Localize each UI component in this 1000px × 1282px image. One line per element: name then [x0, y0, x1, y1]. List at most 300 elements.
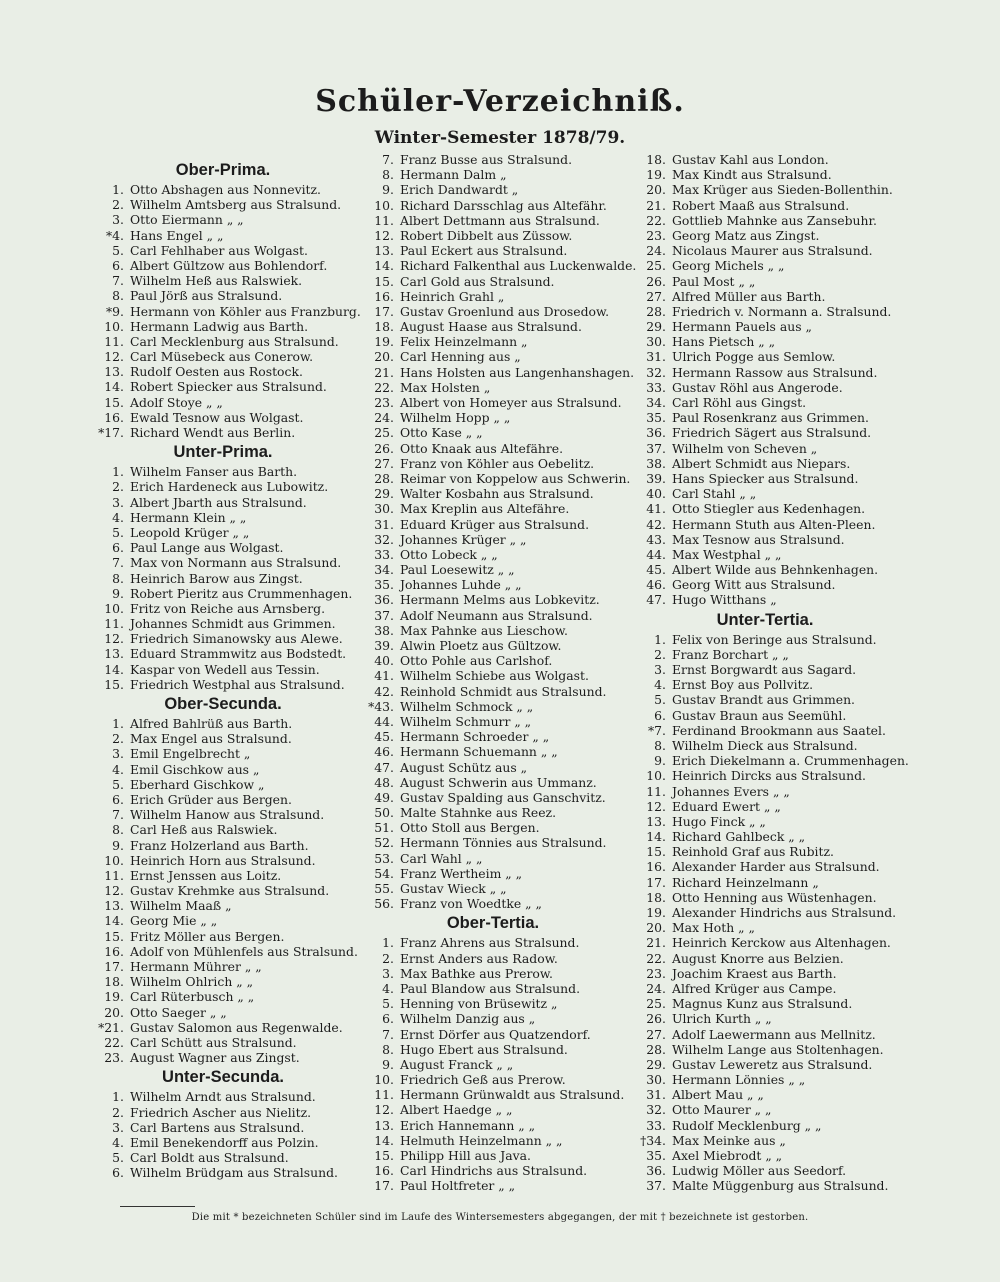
footnote: Die mit * bezeichneten Schüler sind im Laufe des Wintersemesters abgegangen, der mit † bezeichnete ist gestorben. — [191, 1212, 809, 1223]
entry-number: 16. — [374, 288, 394, 304]
entry-number: *7. — [647, 722, 666, 738]
student-name: Heinrich Dircks aus Stralsund. — [672, 768, 866, 784]
student-name: Eduard Krüger aus Stralsund. — [400, 516, 590, 532]
student-entry — [98, 410, 378, 425]
student-entry — [368, 775, 648, 790]
entry-number: 3. — [112, 212, 124, 228]
student-entry — [98, 883, 378, 898]
student-name: Hermann Ladwig aus Barth. — [130, 318, 309, 334]
student-name: Friedrich Geß aus Prerow. — [400, 1072, 566, 1088]
student-entry — [640, 981, 920, 996]
student-name: Otto Stiegler aus Kedenhagen. — [672, 501, 866, 517]
entry-number: 24. — [646, 243, 666, 259]
student-name: Gustav Salomon aus Regenwalde. — [130, 1019, 343, 1035]
student-entry — [368, 699, 648, 714]
entry-number: 8. — [112, 570, 124, 586]
student-entry — [98, 662, 378, 677]
student-name: Friedrich v. Normann a. Stralsund. — [672, 303, 892, 319]
student-entry — [368, 881, 648, 896]
student-entry — [640, 410, 920, 425]
student-entry — [368, 592, 648, 607]
entry-number: 8. — [112, 288, 124, 304]
entry-number: 31. — [646, 1087, 666, 1103]
student-name: Carl Boldt aus Stralsund. — [130, 1150, 289, 1166]
entry-number: 3. — [382, 965, 394, 981]
entry-number: 45. — [374, 729, 394, 745]
student-name: Carl Hindrichs aus Stralsund. — [400, 1163, 588, 1179]
student-name: Carl Müsebeck aus Conerow. — [130, 349, 314, 365]
entry-number: 21. — [646, 197, 666, 213]
entry-number: 13. — [104, 364, 124, 380]
student-name: Ulrich Kurth „ „ — [672, 1011, 772, 1027]
student-name: Friedrich Westphal aus Stralsund. — [130, 676, 345, 692]
student-entry — [368, 441, 648, 456]
entry-number: †34. — [640, 1132, 666, 1148]
student-name: Otto Kase „ „ — [400, 425, 483, 441]
student-name: Gustav Spalding aus Ganschvitz. — [400, 789, 606, 805]
entry-number: 56. — [374, 896, 394, 912]
entry-number: 4. — [112, 509, 124, 525]
student-name: Gustav Brandt aus Grimmen. — [672, 692, 855, 708]
student-entry — [640, 753, 920, 768]
student-entry — [98, 571, 378, 586]
student-name: Otto Abshagen aus Nonnevitz. — [130, 182, 321, 197]
student-entry — [368, 1102, 648, 1117]
student-entry — [640, 441, 920, 456]
student-name: Wilhelm Ohlrich „ „ — [130, 974, 254, 990]
student-name: Albert Jbarth aus Stralsund. — [130, 494, 307, 510]
student-name: Gustav Leweretz aus Stralsund. — [672, 1056, 873, 1072]
student-entry — [640, 708, 920, 723]
student-entry — [98, 746, 378, 761]
student-entry — [368, 152, 648, 167]
entry-number: 33. — [646, 1117, 666, 1133]
student-entry — [640, 905, 920, 920]
student-name: Carl Heß aus Ralswiek. — [130, 822, 278, 838]
student-entry — [98, 646, 378, 661]
student-entry — [368, 1178, 648, 1193]
student-name: Richard Darsschlag aus Altefähr. — [400, 197, 607, 213]
student-entry — [368, 790, 648, 805]
student-entry — [640, 935, 920, 950]
student-name: Max Bathke aus Prerow. — [400, 965, 553, 981]
entry-number: 9. — [654, 753, 666, 769]
student-name: Ferdinand Brookmann aus Saatel. — [672, 722, 886, 738]
entry-number: 2. — [112, 1104, 124, 1120]
section-heading: Ober-Tertia. — [446, 914, 540, 933]
entry-number: *4. — [105, 227, 124, 243]
student-name: Henning von Brüsewitz „ — [400, 996, 558, 1012]
entry-number: 18. — [374, 319, 394, 335]
student-entry — [640, 274, 920, 289]
entry-number: 36. — [646, 425, 666, 441]
student-entry — [640, 243, 920, 258]
student-name: Wilhelm Hopp „ „ — [400, 410, 511, 426]
entry-number: 16. — [104, 943, 124, 959]
student-name: Albert Mau „ „ — [672, 1087, 764, 1103]
student-name: Richard Falkenthal aus Luckenwalde. — [400, 258, 637, 274]
entry-number: 10. — [646, 768, 666, 784]
student-entry — [640, 890, 920, 905]
student-name: Fritz Möller aus Bergen. — [130, 928, 285, 944]
student-name: Hermann Pauels aus „ — [672, 319, 812, 335]
student-name: Friedrich Simanowsky aus Alewe. — [130, 631, 343, 647]
student-name: Felix von Beringe aus Stralsund. — [672, 631, 877, 647]
student-entry — [368, 380, 648, 395]
student-entry — [640, 471, 920, 486]
student-entry — [368, 744, 648, 759]
student-name: Carl Gold aus Stralsund. — [400, 273, 555, 289]
entry-number: 8. — [654, 737, 666, 753]
entry-number: 22. — [104, 1034, 124, 1050]
student-name: Wilhelm von Scheven „ — [672, 440, 818, 456]
entry-number: 29. — [646, 1056, 666, 1072]
student-entry — [368, 228, 648, 243]
entry-number: 27. — [374, 455, 394, 471]
student-name: Adolf Stoye „ „ — [130, 394, 223, 410]
student-entry — [640, 1178, 920, 1193]
student-name: Hans Pietsch „ „ — [672, 334, 776, 350]
student-name: Georg Witt aus Stralsund. — [672, 577, 836, 593]
student-name: Ewald Tesnow aus Wolgast. — [130, 409, 304, 425]
student-entry — [368, 760, 648, 775]
entry-number: 41. — [374, 668, 394, 684]
entry-number: 40. — [374, 653, 394, 669]
student-name: Friedrich Ascher aus Nielitz. — [130, 1104, 312, 1120]
student-entry — [368, 167, 648, 182]
student-entry — [98, 395, 378, 410]
student-entry — [368, 684, 648, 699]
student-entry — [98, 959, 378, 974]
entry-number: 1. — [112, 716, 124, 731]
student-entry — [640, 1087, 920, 1102]
entry-number: 14. — [104, 379, 124, 395]
student-name: Paul Loesewitz „ „ — [400, 562, 515, 578]
entry-number: 53. — [374, 850, 394, 866]
student-entry — [368, 1027, 648, 1042]
student-entry — [98, 258, 378, 273]
student-list — [368, 152, 648, 911]
student-name: Albert von Homeyer aus Stralsund. — [400, 395, 622, 410]
entry-number: 28. — [646, 303, 666, 319]
entry-number: 10. — [104, 318, 124, 334]
student-entry — [640, 1102, 920, 1117]
entry-number: 42. — [646, 516, 666, 532]
entry-number: 22. — [374, 379, 394, 395]
student-entry — [98, 1035, 378, 1050]
student-name: Wilhelm Lange aus Stoltenhagen. — [672, 1041, 884, 1057]
student-entry — [640, 1011, 920, 1026]
student-entry — [640, 662, 920, 677]
student-name: Carl Henning aus „ — [400, 349, 521, 365]
entry-number: 4. — [112, 761, 124, 777]
student-entry — [640, 547, 920, 562]
student-list — [98, 1089, 378, 1180]
student-name: Emil Benekendorff aus Polzin. — [130, 1134, 319, 1150]
student-entry — [98, 731, 378, 746]
column-2 — [368, 152, 648, 1194]
entry-number: 12. — [374, 227, 394, 243]
student-entry — [368, 425, 648, 440]
entry-number: 23. — [104, 1050, 124, 1066]
student-name: Wilhelm Dieck aus Stralsund. — [672, 737, 858, 753]
student-name: Walter Kosbahn aus Stralsund. — [400, 486, 594, 502]
student-name: Hermann Schuemann „ „ — [400, 744, 558, 760]
student-name: Hans Engel „ „ — [130, 227, 224, 243]
student-name: Johannes Luhde „ „ — [400, 577, 522, 593]
entry-number: 17. — [374, 303, 394, 319]
student-entry — [640, 632, 920, 647]
student-entry — [640, 167, 920, 182]
student-entry — [98, 273, 378, 288]
student-entry — [368, 274, 648, 289]
entry-number: 14. — [646, 829, 666, 845]
student-entry — [368, 1057, 648, 1072]
student-entry — [368, 805, 648, 820]
student-name: Otto Henning aus Wüstenhagen. — [672, 889, 877, 905]
student-name: Max Kindt aus Stralsund. — [672, 167, 832, 183]
student-name: Gustav Braun aus Seemühl. — [672, 707, 847, 723]
student-name: Max Krüger aus Sieden-Bollenthin. — [672, 182, 893, 198]
entry-number: 11. — [374, 212, 394, 228]
entry-number: 22. — [646, 212, 666, 228]
entry-number: 13. — [374, 243, 394, 259]
student-entry — [640, 592, 920, 607]
student-name: Hans Holsten aus Langenhanshagen. — [400, 364, 635, 380]
student-name: Hermann Klein „ „ — [130, 509, 247, 525]
student-entry — [98, 197, 378, 212]
student-name: Johannes Schmidt aus Grimmen. — [130, 616, 336, 632]
entry-number: 9. — [112, 837, 124, 853]
entry-number: 46. — [374, 744, 394, 760]
student-entry — [368, 304, 648, 319]
student-entry — [368, 729, 648, 744]
entry-number: 1. — [382, 935, 394, 951]
student-name: Albert Wilde aus Behnkenhagen. — [672, 562, 879, 578]
student-entry — [640, 456, 920, 471]
student-name: Alexander Hindrichs aus Stralsund. — [672, 905, 897, 920]
student-entry — [98, 1120, 378, 1135]
entry-number: 8. — [382, 1041, 394, 1057]
student-name: Nicolaus Maurer aus Stralsund. — [672, 243, 873, 259]
student-entry — [98, 853, 378, 868]
student-entry — [640, 692, 920, 707]
entry-number: 30. — [646, 334, 666, 350]
entry-number: 5. — [112, 524, 124, 540]
student-entry — [98, 1165, 378, 1180]
entry-number: 41. — [646, 501, 666, 517]
student-entry — [640, 951, 920, 966]
student-name: Magnus Kunz aus Stralsund. — [672, 996, 853, 1012]
student-entry — [640, 1163, 920, 1178]
entry-number: 44. — [646, 546, 666, 562]
entry-number: 9. — [382, 1056, 394, 1072]
section-heading: Ober-Prima. — [175, 161, 271, 179]
student-name: Emil Engelbrecht „ — [130, 746, 251, 762]
entry-number: 2. — [382, 950, 394, 966]
student-entry — [640, 677, 920, 692]
entry-number: 2. — [654, 646, 666, 662]
student-entry — [640, 304, 920, 319]
entry-number: 17. — [646, 874, 666, 890]
student-entry — [98, 807, 378, 822]
entry-number: 9. — [382, 182, 394, 198]
student-name: Max Pahnke aus Lieschow. — [400, 622, 568, 638]
entry-number: 1. — [654, 631, 666, 647]
student-name: Carl Röhl aus Gingst. — [672, 395, 807, 410]
student-name: Malte Müggenburg aus Stralsund. — [672, 1178, 889, 1194]
student-entry — [98, 944, 378, 959]
student-entry — [368, 638, 648, 653]
student-entry — [368, 1011, 648, 1026]
student-entry — [368, 486, 648, 501]
entry-number: 51. — [374, 820, 394, 836]
student-name: Carl Bartens aus Stralsund. — [130, 1119, 305, 1135]
section-heading: Ober-Secunda. — [164, 695, 282, 713]
entry-number: 2. — [112, 479, 124, 495]
student-entry — [98, 1135, 378, 1150]
student-entry — [368, 182, 648, 197]
entry-number: 35. — [646, 1148, 666, 1163]
student-name: Albert Dettmann aus Stralsund. — [400, 212, 600, 228]
student-name: Franz von Woedtke „ „ — [400, 896, 542, 912]
student-entry — [640, 814, 920, 829]
entry-number: *17. — [98, 425, 124, 440]
entry-number: 1. — [112, 464, 124, 480]
student-entry — [640, 647, 920, 662]
entry-number: 25. — [374, 425, 394, 441]
student-entry — [640, 182, 920, 197]
entry-number: 6. — [112, 1165, 124, 1181]
entry-number: 26. — [374, 440, 394, 456]
student-entry — [98, 586, 378, 601]
student-name: Malte Stahnke aus Reez. — [400, 805, 557, 821]
student-name: Robert Maaß aus Stralsund. — [672, 197, 850, 213]
student-list — [98, 716, 378, 1065]
student-name: Gottlieb Mahnke aus Zansebuhr. — [672, 212, 877, 228]
student-entry — [368, 349, 648, 364]
entry-number: 6. — [112, 540, 124, 556]
student-name: Hermann Rassow aus Stralsund. — [672, 364, 878, 380]
student-entry — [368, 456, 648, 471]
student-name: Wilhelm Hanow aus Stralsund. — [130, 807, 325, 823]
student-entry — [98, 677, 378, 692]
entry-number: 45. — [646, 562, 666, 578]
entry-number: 8. — [382, 167, 394, 183]
student-entry — [640, 380, 920, 395]
entry-number: 35. — [646, 410, 666, 426]
student-name: Gustav Groenlund aus Drosedow. — [400, 303, 610, 319]
entry-number: 22. — [646, 950, 666, 966]
student-entry — [98, 510, 378, 525]
student-entry — [368, 951, 648, 966]
entry-number: 54. — [374, 865, 394, 881]
entry-number: 19. — [104, 989, 124, 1005]
student-entry — [98, 349, 378, 364]
entry-number: 7. — [112, 555, 124, 571]
entry-number: 12. — [104, 883, 124, 899]
student-name: Gustav Wieck „ „ — [400, 881, 507, 896]
student-entry — [98, 495, 378, 510]
entry-number: 6. — [382, 1011, 394, 1027]
student-name: Max Kreplin aus Altefähre. — [400, 501, 570, 517]
student-entry — [640, 517, 920, 532]
entry-number: 48. — [374, 774, 394, 790]
student-name: Otto Eiermann „ „ — [130, 212, 244, 228]
student-name: Carl Fehlhaber aus Wolgast. — [130, 242, 308, 258]
student-name: Richard Heinzelmann „ — [672, 874, 819, 890]
student-entry — [640, 365, 920, 380]
student-name: Ernst Dörfer aus Quatzendorf. — [400, 1026, 591, 1042]
student-entry — [368, 319, 648, 334]
student-name: Eduard Ewert „ „ — [672, 798, 781, 814]
entry-number: 43. — [646, 531, 666, 547]
entry-number: 3. — [112, 494, 124, 510]
student-name: Eduard Strammwitz aus Bodstedt. — [130, 646, 347, 662]
entry-number: 6. — [654, 707, 666, 723]
student-name: Wilhelm Arndt aus Stralsund. — [130, 1089, 316, 1105]
entry-number: 10. — [374, 197, 394, 213]
student-entry — [98, 228, 378, 243]
student-entry — [98, 540, 378, 555]
student-name: Hermann Dalm „ — [400, 167, 507, 183]
entry-number: *43. — [368, 698, 394, 714]
student-entry — [368, 471, 648, 486]
student-name: Franz Wertheim „ „ — [400, 865, 523, 881]
student-name: Hans Spiecker aus Stralsund. — [672, 470, 859, 486]
entry-number: 11. — [104, 867, 124, 883]
student-entry — [98, 601, 378, 616]
student-entry — [368, 562, 648, 577]
entry-number: 16. — [374, 1163, 394, 1179]
student-entry — [640, 1072, 920, 1087]
entry-number: 12. — [374, 1102, 394, 1118]
entry-number: 19. — [646, 905, 666, 920]
student-entry — [98, 822, 378, 837]
entry-number: 14. — [374, 258, 394, 274]
student-name: Erich Hardeneck aus Lubowitz. — [130, 479, 329, 495]
student-name: Adolf Laewermann aus Mellnitz. — [672, 1026, 876, 1042]
student-entry — [98, 913, 378, 928]
entry-number: 6. — [112, 257, 124, 273]
student-entry — [98, 868, 378, 883]
student-entry — [98, 838, 378, 853]
student-entry — [368, 1072, 648, 1087]
student-entry — [98, 425, 378, 440]
student-name: August Knorre aus Belzien. — [672, 950, 844, 966]
student-name: Georg Matz aus Zingst. — [672, 227, 820, 243]
student-entry — [98, 525, 378, 540]
student-entry — [98, 929, 378, 944]
student-entry — [368, 517, 648, 532]
student-name: Reimar von Koppelow aus Schwerin. — [400, 470, 631, 486]
student-name: Hermann Melms aus Lobkevitz. — [400, 592, 600, 608]
entry-number: *21. — [98, 1019, 124, 1035]
student-entry — [640, 1027, 920, 1042]
student-name: Max Tesnow aus Stralsund. — [672, 531, 845, 547]
entry-number: 34. — [646, 395, 666, 410]
entry-number: 10. — [374, 1072, 394, 1088]
entry-number: 4. — [112, 1134, 124, 1150]
student-entry — [98, 974, 378, 989]
student-entry — [368, 835, 648, 850]
entry-number: 33. — [374, 546, 394, 562]
student-name: Philipp Hill aus Java. — [400, 1148, 531, 1163]
entry-number: 32. — [374, 531, 394, 547]
student-name: Emil Gischkow aus „ — [130, 761, 260, 777]
entry-number: 24. — [646, 980, 666, 996]
entry-number: 1. — [112, 1089, 124, 1105]
